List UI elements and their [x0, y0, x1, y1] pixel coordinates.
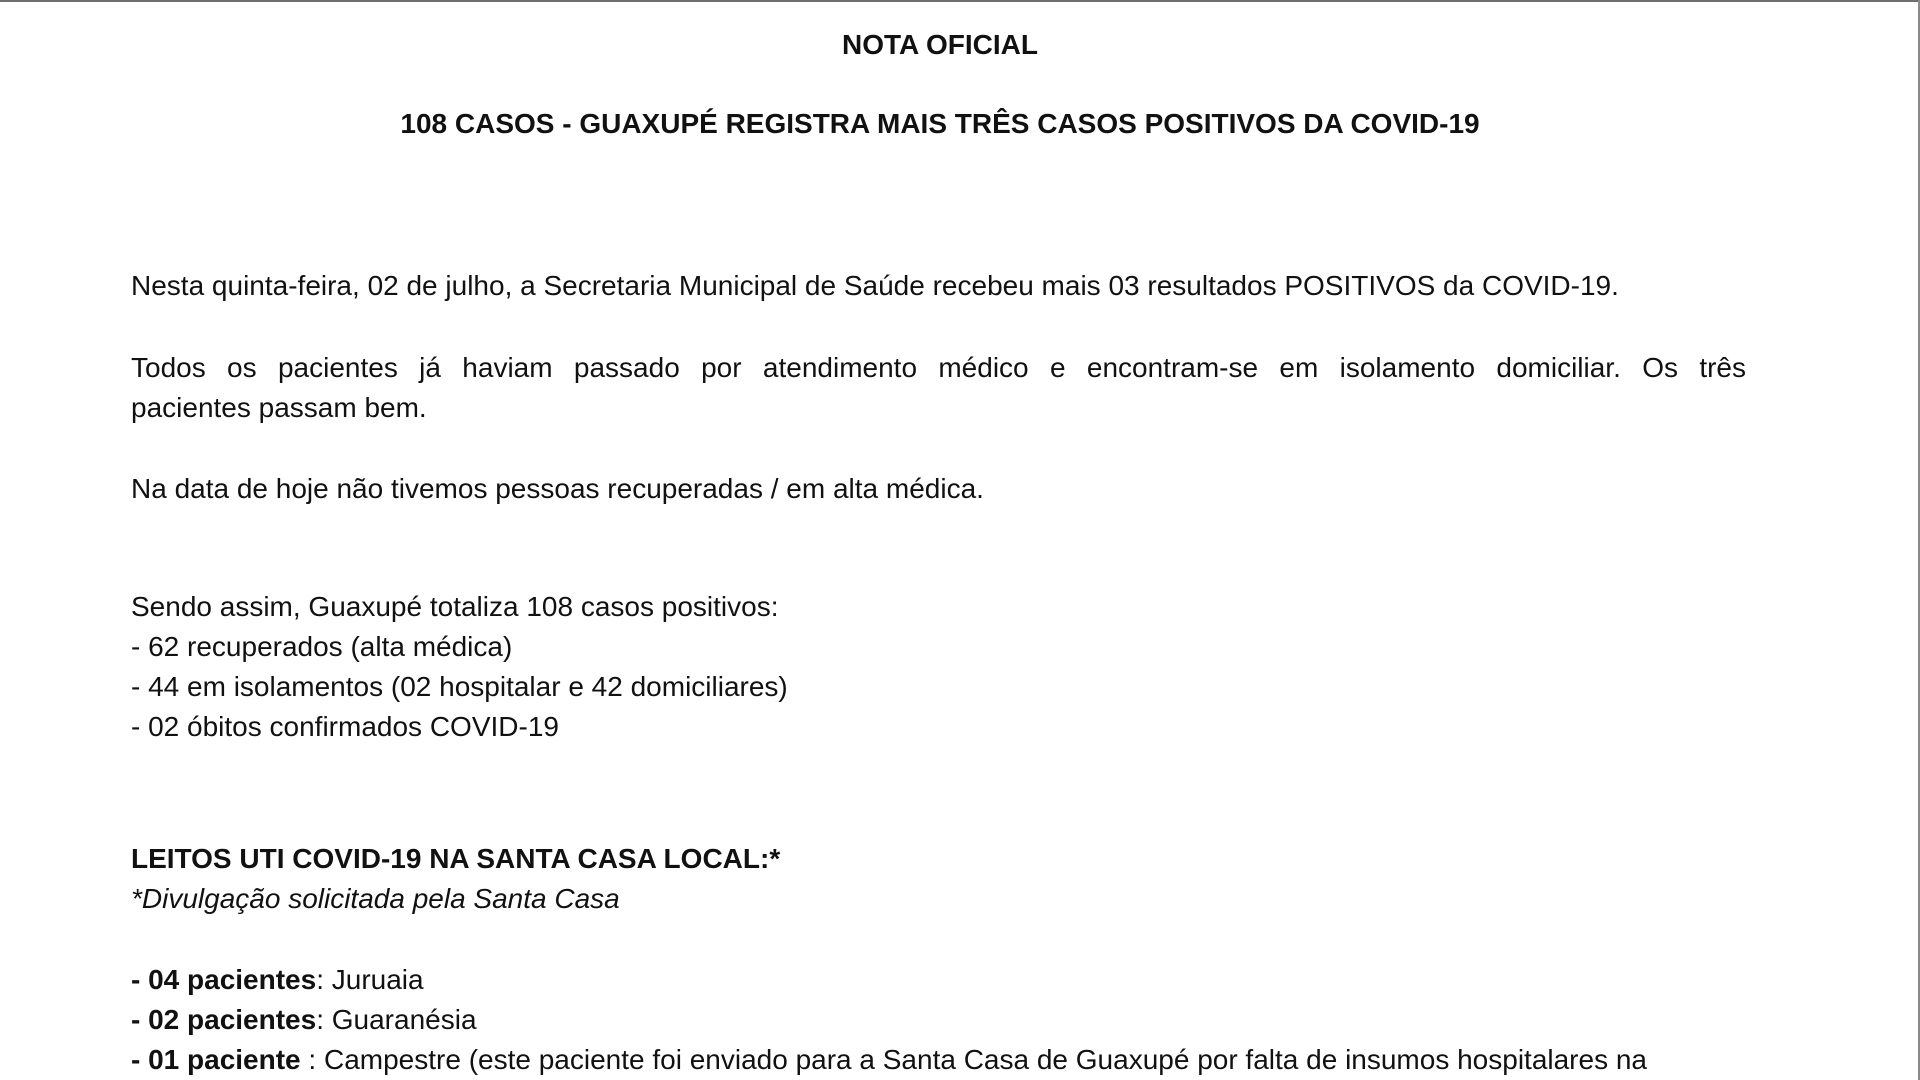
uti-note: *Divulgação solicitada pela Santa Casa — [131, 883, 620, 914]
uti-item-text: : Guaranésia — [316, 1004, 477, 1035]
uti-item-juruaia — [131, 960, 424, 1000]
uti-item-text: : Campestre (este paciente foi enviado para a Santa Casa de Guaxupé por falta de insumos hospitalares na — [300, 1044, 1648, 1075]
paragraph-2-line-2: pacientes passam bem. — [131, 392, 427, 423]
uti-item-prefix: - 02 pacientes — [131, 1004, 317, 1035]
paragraph-3: Na data de hoje não tivemos pessoas recuperadas / em alta médica. — [131, 473, 984, 504]
summary-item-recovered: - 62 recuperados (alta médica) — [131, 631, 513, 662]
summary-item-deaths: - 02 óbitos confirmados COVID-19 — [131, 711, 559, 742]
uti-item-text: : Juruaia — [316, 964, 424, 995]
paragraph-2-line-1: Todos os pacientes já haviam passado por atendimento médico e encontram-se em isolamento domiciliar. Os três — [131, 352, 1746, 383]
uti-item-prefix: - 04 pacientes — [131, 964, 317, 995]
paragraph-1: Nesta quinta-feira, 02 de julho, a Secretaria Municipal de Saúde recebeu mais 03 resultados POSITIVOS da COVID-19. — [131, 270, 1619, 301]
document-title: NOTA OFICIAL — [842, 29, 1038, 60]
uti-item-prefix: - 01 paciente — [131, 1044, 301, 1075]
uti-item-guaranesia — [131, 1000, 477, 1040]
uti-heading: LEITOS UTI COVID-19 NA SANTA CASA LOCAL:* — [131, 843, 781, 874]
summary-intro: Sendo assim, Guaxupé totaliza 108 casos positivos: — [131, 591, 779, 622]
summary-item-isolation: - 44 em isolamentos (02 hospitalar e 42 domiciliares) — [131, 671, 788, 702]
uti-item-campestre — [131, 1040, 1647, 1080]
document-headline: 108 CASOS - GUAXUPÉ REGISTRA MAIS TRÊS CASOS POSITIVOS DA COVID-19 — [400, 108, 1480, 139]
